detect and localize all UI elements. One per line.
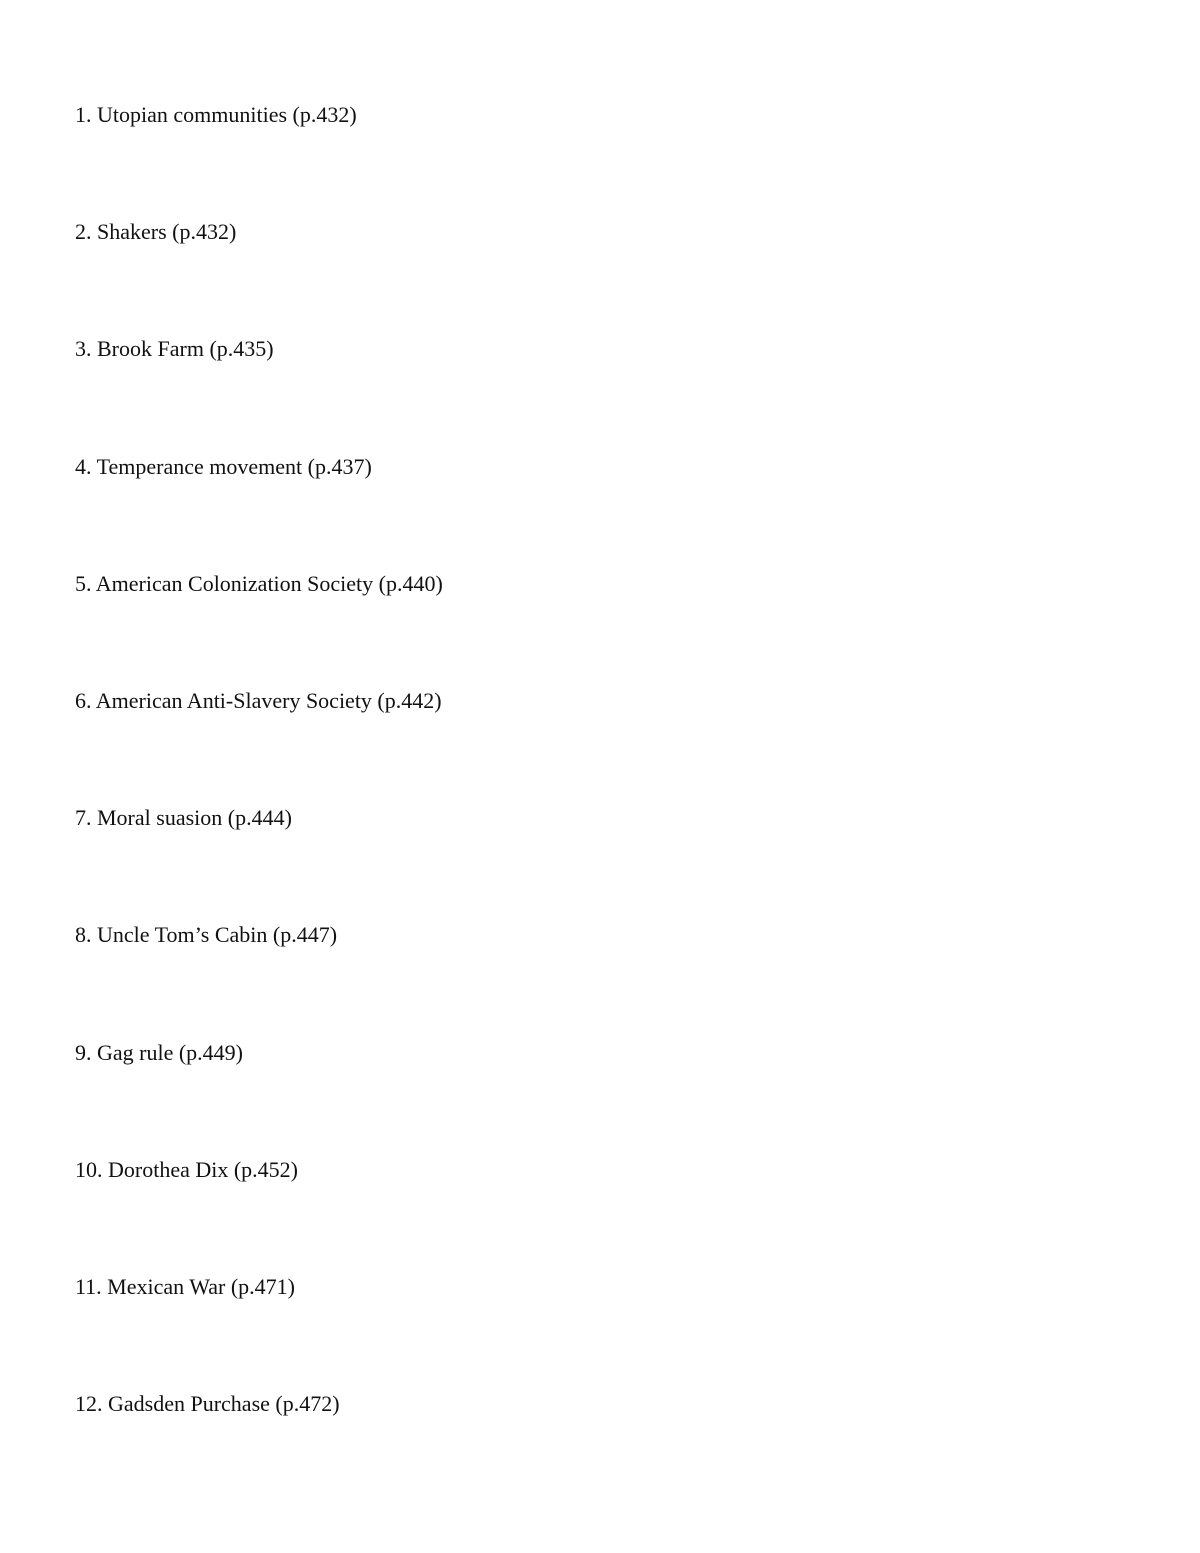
list-item: 2. Shakers (p.432) xyxy=(75,219,237,245)
list-item: 1. Utopian communities (p.432) xyxy=(75,102,357,127)
term-list xyxy=(75,100,443,1506)
list-item: 10. Dorothea Dix (p.452) xyxy=(75,1156,299,1182)
list-item: 5. American Colonization Society (p.440) xyxy=(75,570,443,596)
list-item: 11. Mexican War (p.471) xyxy=(75,1273,295,1299)
list-item: 8. Uncle Tom’s Cabin (p.447) xyxy=(75,922,338,948)
list-item: 6. American Anti-Slavery Society (p.442) xyxy=(75,687,442,713)
list-item: 9. Gag rule (p.449) xyxy=(75,1039,244,1065)
list-item: 12. Gadsden Purchase (p.472) xyxy=(75,1391,340,1417)
list-item: 7. Moral suasion (p.444) xyxy=(75,805,292,831)
list-item: 3. Brook Farm (p.435) xyxy=(75,336,274,362)
list-item: 4. Temperance movement (p.437) xyxy=(75,453,372,479)
